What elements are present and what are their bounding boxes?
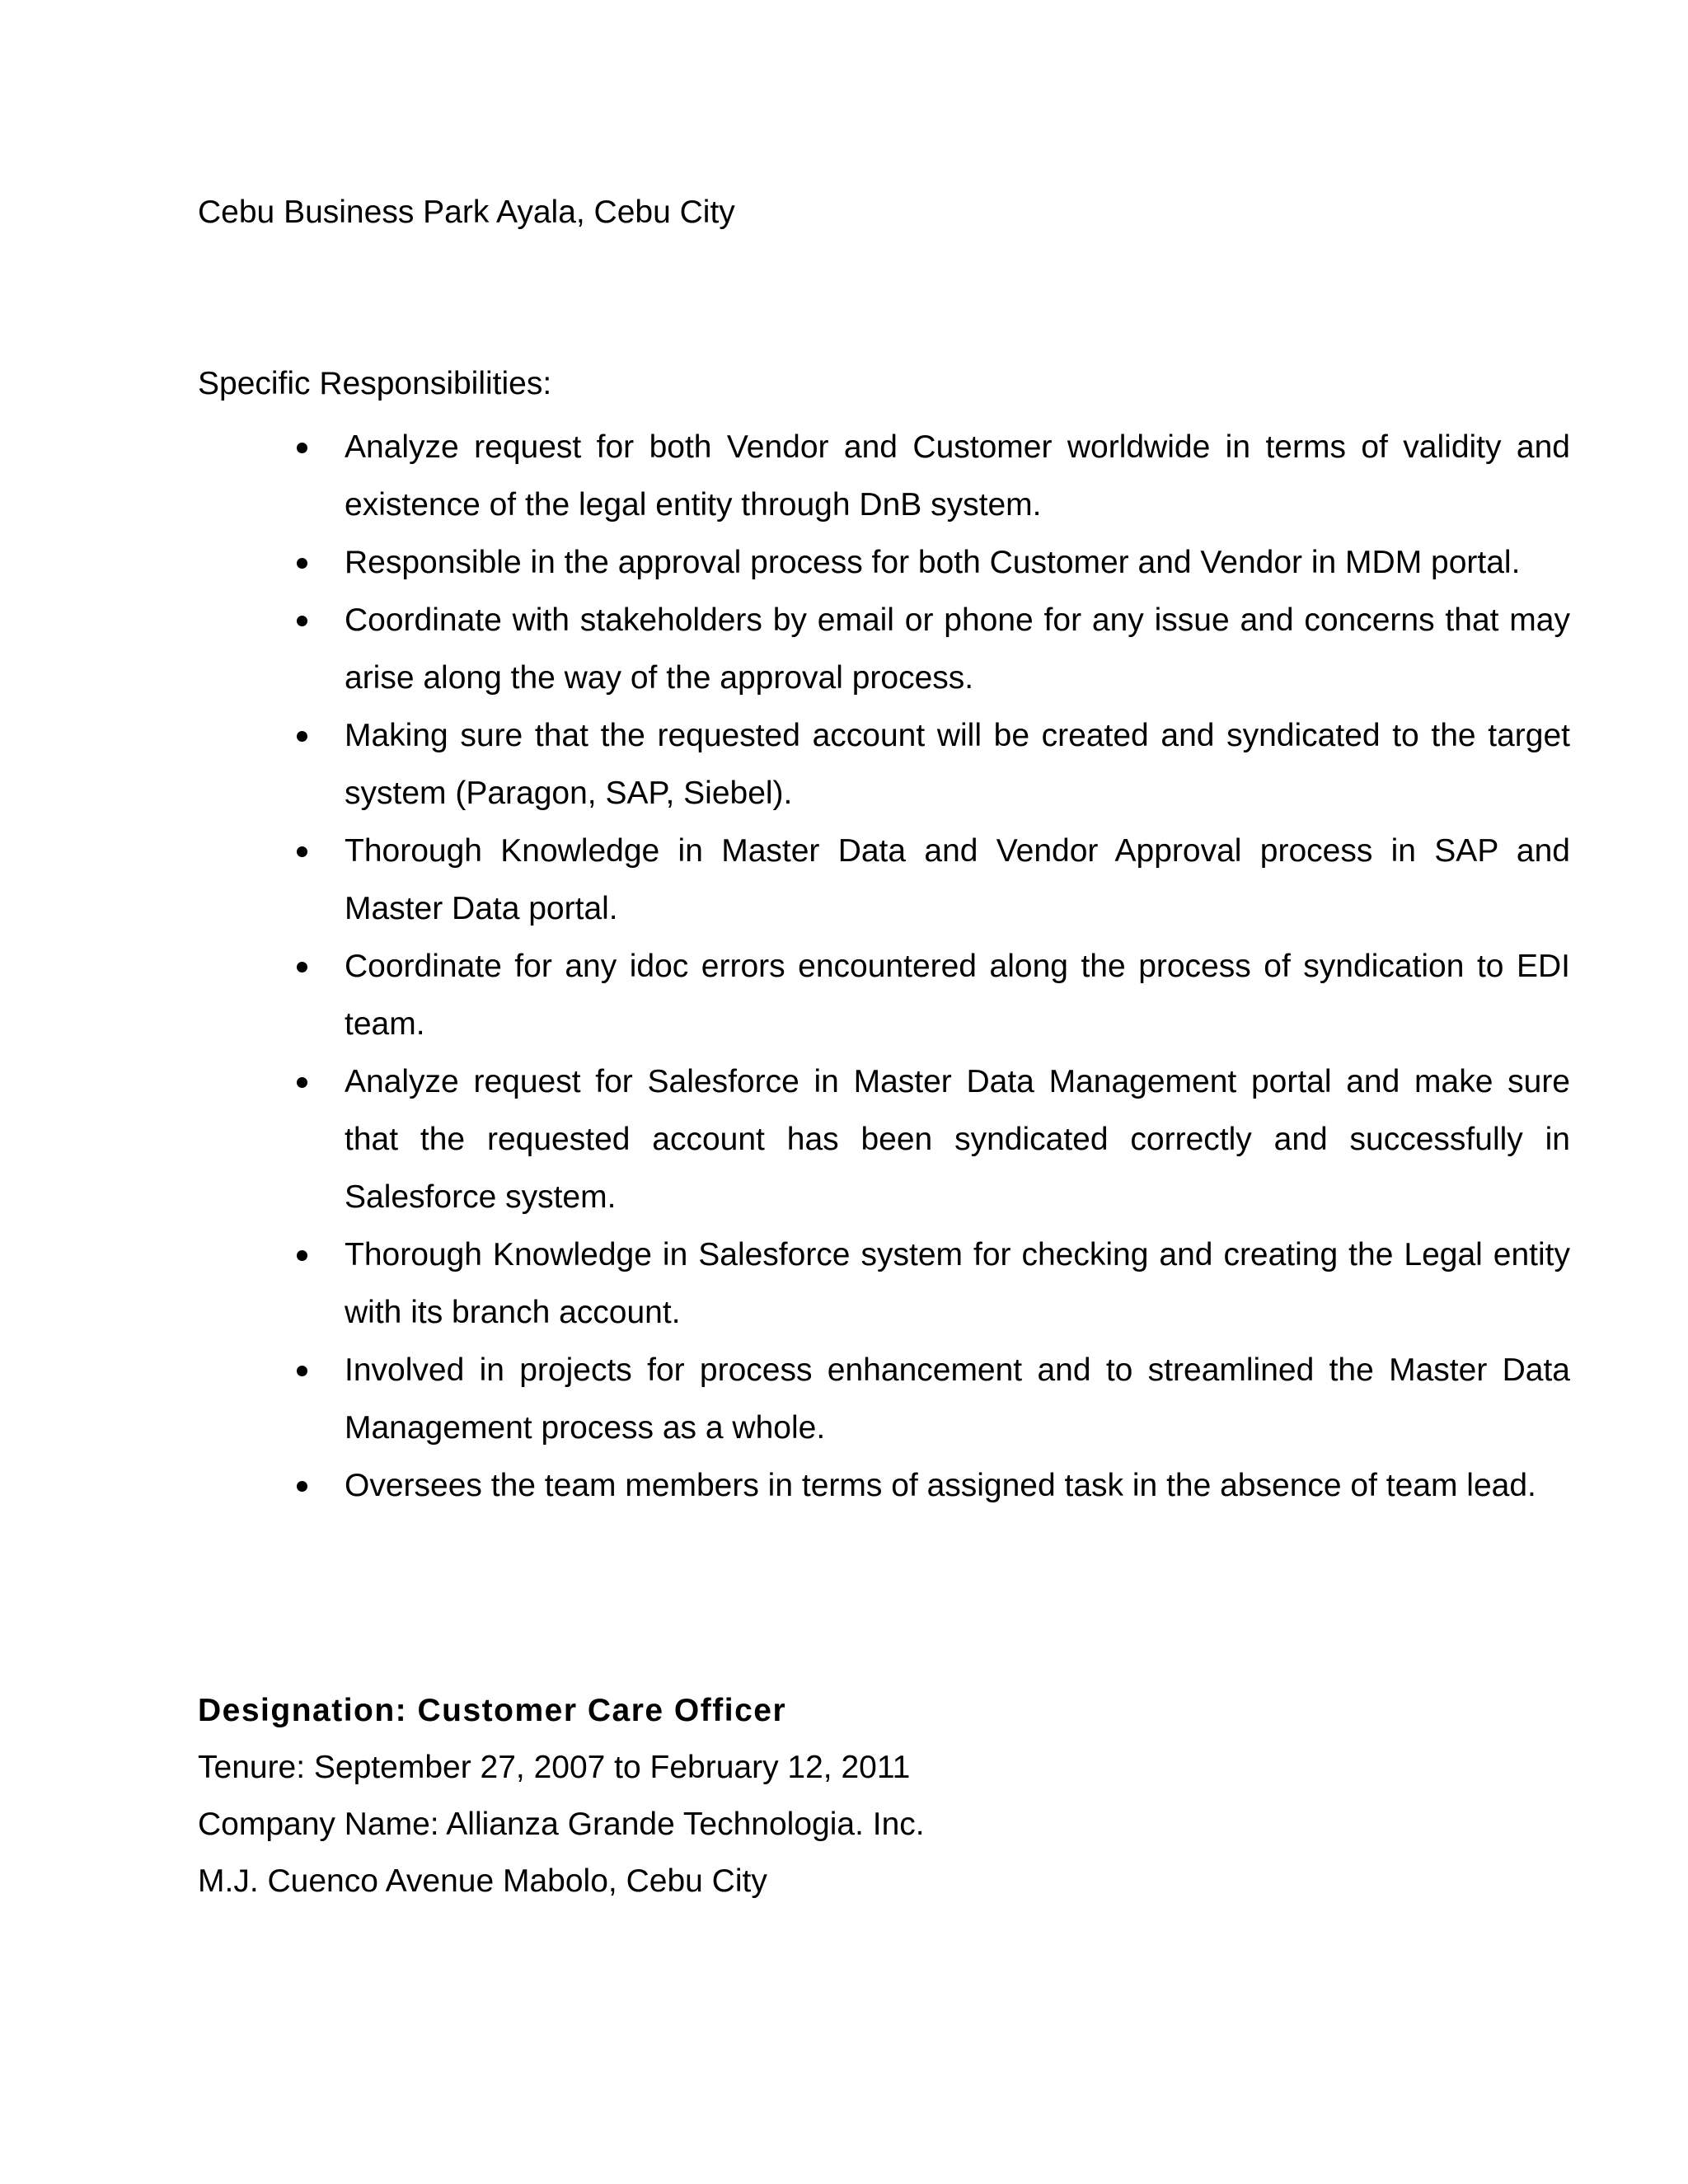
company-address-line: M.J. Cuenco Avenue Mabolo, Cebu City xyxy=(198,1863,767,1899)
list-item-text: Analyze request for Salesforce in Master Data Management portal and make sure that the requested account has been syndicated correctly and successfully in Salesforce system. xyxy=(345,1064,1570,1215)
company-name-line: Company Name: Allianza Grande Technologia. Inc. xyxy=(198,1807,925,1842)
list-item xyxy=(198,534,1570,592)
list-item xyxy=(198,592,1570,707)
bullet-icon xyxy=(297,558,307,569)
list-item-text: Thorough Knowledge in Salesforce system for checking and creating the Legal entity with its branch account. xyxy=(345,1237,1570,1330)
list-item-text: Thorough Knowledge in Master Data and Vendor Approval process in SAP and Master Data portal. xyxy=(345,833,1570,926)
bullet-icon xyxy=(297,1366,307,1376)
bullet-icon xyxy=(297,1481,307,1492)
previous-job-address: Cebu Business Park Ayala, Cebu City xyxy=(198,194,735,230)
list-item xyxy=(198,938,1570,1053)
responsibilities-list xyxy=(198,419,1570,1515)
list-item-text: Coordinate for any idoc errors encountered along the process of syndication to EDI team. xyxy=(345,949,1570,1042)
bullet-icon xyxy=(297,1077,307,1088)
list-item xyxy=(198,823,1570,938)
list-item-text: Coordinate with stakeholders by email or phone for any issue and concerns that may arise along the way of the approval process. xyxy=(345,602,1570,696)
list-item-text: Responsible in the approval process for both Customer and Vendor in MDM portal. xyxy=(345,545,1521,580)
responsibilities-heading: Specific Responsibilities: xyxy=(198,366,552,401)
list-item xyxy=(198,419,1570,534)
list-item-text: Oversees the team members in terms of assigned task in the absence of team lead. xyxy=(345,1468,1536,1503)
list-item xyxy=(198,707,1570,823)
list-item xyxy=(198,1053,1570,1226)
list-item xyxy=(198,1342,1570,1457)
list-item-text: Involved in projects for process enhancement and to streamlined the Master Data Management process as a whole. xyxy=(345,1352,1570,1446)
tenure-line: Tenure: September 27, 2007 to February 12, 2011 xyxy=(198,1750,911,1785)
bullet-icon xyxy=(297,1250,307,1261)
bullet-icon xyxy=(297,846,307,857)
designation-heading: Designation: Customer Care Officer xyxy=(198,1693,787,1728)
list-item-text: Making sure that the requested account will be created and syndicated to the target system (Paragon, SAP, Siebel). xyxy=(345,718,1570,811)
list-item-text: Analyze request for both Vendor and Customer worldwide in terms of validity and existence of the legal entity through DnB system. xyxy=(345,429,1570,523)
list-item xyxy=(198,1457,1570,1515)
list-item xyxy=(198,1226,1570,1342)
bullet-icon xyxy=(297,962,307,972)
bullet-icon xyxy=(297,616,307,626)
bullet-icon xyxy=(297,443,307,453)
bullet-icon xyxy=(297,731,307,742)
